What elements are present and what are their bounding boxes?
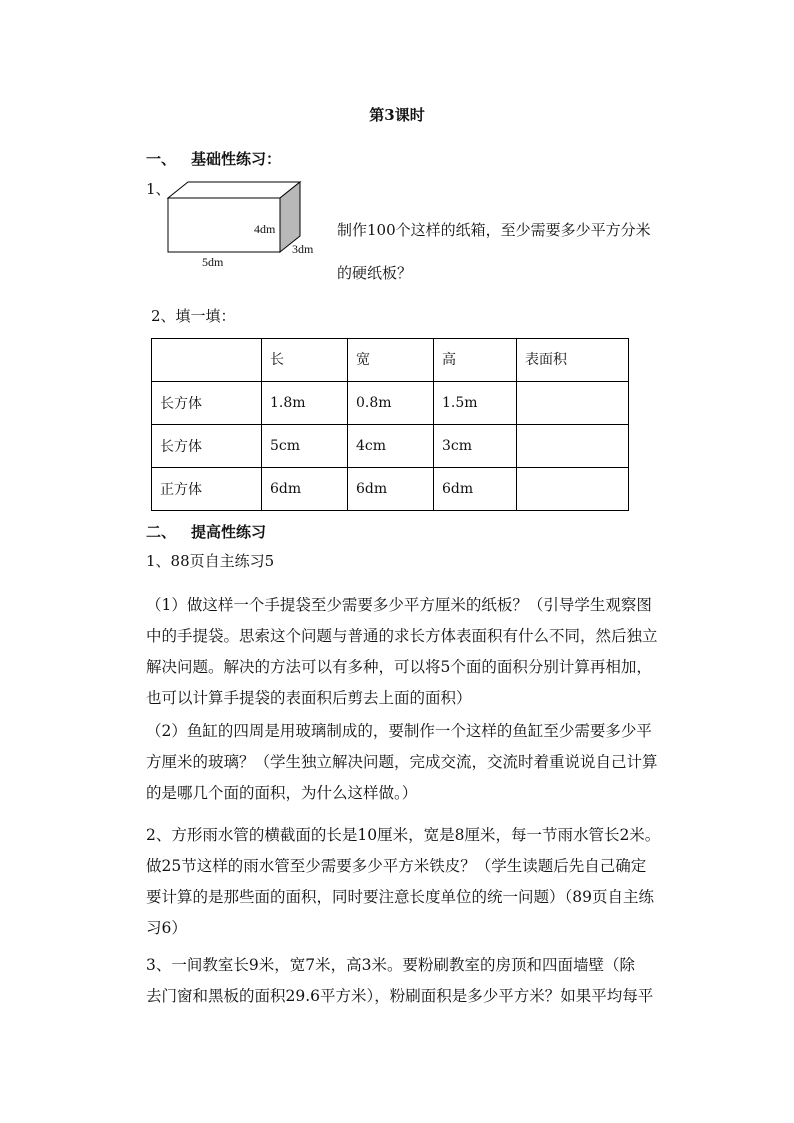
- table-cell: 3cm: [434, 425, 517, 468]
- paragraph-rain-pipe: [146, 820, 676, 944]
- paragraph-line: 3、一间教室长9米，宽7米，高3米。要粉刷教室的房顶和四面墙壁（除: [146, 956, 635, 974]
- table-header-cell: 长: [262, 339, 348, 382]
- section2-heading: 提高性练习: [191, 523, 267, 541]
- height-label: 4dm: [254, 222, 276, 236]
- paragraph-line: 2、方形雨水管的横截面的长是10厘米，宽是8厘米，每一节雨水管长2米。: [146, 826, 661, 844]
- cuboid-diagram: [160, 176, 330, 276]
- table-header-cell: 高: [434, 339, 517, 382]
- table-cell: 6dm: [348, 468, 434, 511]
- paragraph-line: 解决问题。解决的方法可以有多种，可以将5个面的面积分别计算再相加，: [146, 658, 652, 676]
- cuboid-top-face: [168, 182, 300, 198]
- paragraph-line: 要计算的是那些面的面积，同时要注意长度单位的统一问题）（89页自主练: [146, 888, 654, 906]
- paragraph-line: 的是哪几个面的面积，为什么这样做。）: [146, 784, 418, 802]
- table-row: [152, 468, 629, 511]
- table-cell: 4cm: [348, 425, 434, 468]
- table-cell-empty: [517, 468, 629, 511]
- section1-heading: 基础性练习：: [191, 150, 282, 168]
- table-cell: 正方体: [152, 468, 262, 511]
- paragraph-line: 也可以计算手提袋的表面积后剪去上面的面积）: [146, 689, 472, 707]
- table-cell: 6dm: [434, 468, 517, 511]
- table-cell: 5cm: [262, 425, 348, 468]
- table-cell: 1.5m: [434, 382, 517, 425]
- paragraph-line: 中的手提袋。思索这个问题与普通的求长方体表面积有什么不同，然后独立: [146, 627, 658, 645]
- table-cell-empty: [517, 382, 629, 425]
- length-label: 5dm: [202, 255, 224, 269]
- paragraph-line: 方厘米的玻璃？（学生独立解决问题，完成交流，交流时着重说说自己计算: [146, 753, 658, 771]
- table-row: [152, 425, 629, 468]
- table-cell: 6dm: [262, 468, 348, 511]
- table-cell: 长方体: [152, 425, 262, 468]
- table-header-cell: 表面积: [517, 339, 629, 382]
- page-title: 第3课时: [369, 106, 425, 124]
- paragraph-handbag: [146, 590, 676, 714]
- table-row: [152, 382, 629, 425]
- table-cell: 1.8m: [262, 382, 348, 425]
- paragraph-line: 去门窗和黑板的面积29.6平方米），粉刷面积是多少平方米？如果平均每平: [146, 987, 654, 1005]
- table-header-row: [152, 339, 629, 382]
- paragraph-line: （2）鱼缸的四周是用玻璃制成的，要制作一个这样的鱼缸至少需要多少平: [146, 722, 652, 740]
- paragraph-fish-tank: [146, 716, 676, 809]
- paragraph-line: 做25节这样的雨水管至少需要多少平方米铁皮？（学生读题后先自己确定: [146, 857, 647, 875]
- table-cell: 0.8m: [348, 382, 434, 425]
- question1-text-line2: 的硬纸板？: [337, 264, 413, 282]
- fill-in-table: [151, 338, 629, 511]
- paragraph-line: 习6）: [146, 919, 187, 937]
- section2-q1-title: 1、88页自主练习5: [146, 552, 275, 570]
- paragraph-classroom: [146, 950, 676, 1012]
- question2-label: 2、填一填：: [151, 307, 236, 325]
- table-header-cell: [152, 339, 262, 382]
- question1-number: 1、: [146, 180, 171, 198]
- table-header-cell: 宽: [348, 339, 434, 382]
- table-cell-empty: [517, 425, 629, 468]
- width-label: 3dm: [292, 242, 314, 256]
- question1-text-line1: 制作100个这样的纸箱，至少需要多少平方分米: [337, 221, 651, 239]
- section2-number: 二、: [146, 523, 177, 541]
- paragraph-line: （1）做这样一个手提袋至少需要多少平方厘米的纸板？（引导学生观察图: [146, 596, 652, 614]
- section1-number: 一、: [146, 150, 177, 168]
- table-cell: 长方体: [152, 382, 262, 425]
